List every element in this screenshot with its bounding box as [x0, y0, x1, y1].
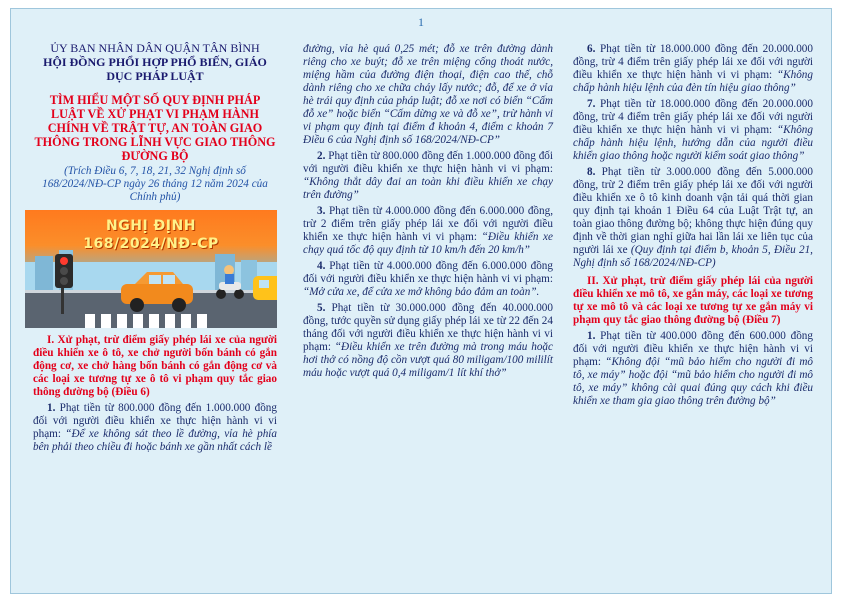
paragraph-1-1 — [33, 402, 277, 454]
item-text: Phạt tiền từ 30.000.000 đồng đến 40.000.000 đồng, tước quyền sử dụng giấy phép lái xe từ 22 đến 24 tháng đối với người điều khiển xe thực hiện hành vi vi phạm: — [303, 302, 553, 353]
item-text: Phạt tiền từ 3.000.000 đồng đến 5.000.000 đồng, trừ 2 điểm trên giấy phép lái xe đối với người điều khiển xe ô tô kinh doanh vận tải quá thời gian quy định tại khoản 1 Điều 64 của Luật Trật tự, an toàn giao thông đường bộ; không thực hiện đúng quy định về thời gian nghỉ giữa hai lần lái xe liên tục của người lái xe — [573, 166, 813, 256]
item-number: 3. — [317, 205, 326, 217]
item-number: 6. — [587, 43, 596, 55]
item-number: 2. — [317, 150, 326, 162]
item-text: Phạt tiền từ 400.000 đồng đến 600.000 đồng đối với người điều khiển xe thực hiện hành vi vi phạm: — [573, 330, 813, 368]
item-number: 8. — [587, 166, 596, 178]
item-text: Phạt tiền từ 18.000.000 đồng đến 20.000.000 đồng, trừ 4 điểm trên giấy phép lái xe đối với người điều khiển xe thực hiện hành vi vi phạm: — [573, 43, 813, 81]
item-text: Phạt tiền từ 18.000.000 đồng đến 20.000.000 đồng, trừ 4 điểm trên giấy phép lái xe đối với người điều khiển xe thực hiện hành vi vi phạm: — [573, 98, 813, 136]
paragraph-1-3 — [303, 205, 553, 257]
column-3 — [573, 43, 813, 408]
item-quote: “Mở cửa xe, để cửa xe mở không bảo đảm an toàn”. — [303, 286, 540, 298]
org-name: ỦY BAN NHÂN DÂN QUẬN TÂN BÌNH — [50, 41, 260, 55]
item-text: Phạt tiền từ 800.000 đồng đến 1.000.000 đồng đối với người điều khiển xe thực hiện hành vi vi phạm: — [303, 150, 553, 175]
item-quote: “Không chấp hành hiệu lệnh của đèn tín hiệu giao thông” — [573, 69, 813, 94]
item-number: 4. — [317, 260, 326, 272]
page-number: 1 — [418, 15, 424, 29]
column-1 — [33, 41, 277, 454]
item-quote: “Không chấp hành hiệu lệnh, hướng dẫn của người điều khiển giao thông hoặc người kiểm soát giao thông” — [573, 124, 813, 162]
item-text: Phạt tiền từ 800.000 đồng đến 1.000.000 đồng đối với người điều khiển xe thực hiện hành vi vi phạm: — [33, 402, 277, 440]
column-2 — [303, 43, 553, 380]
item-quote: “Điều khiển xe chạy quá tốc độ quy định từ 10 km/h đến 20 km/h” — [303, 231, 553, 256]
section-heading-2: II. Xử phạt, trừ điểm giấy phép lái của người điều khiển xe mô tô, xe gắn máy, các loại xe tương tự xe mô tô và các loại xe tương tự xe gắn máy vi phạm quy tắc giao thông đường bộ (Điều 7) — [573, 275, 813, 326]
citation: (Trích Điều 6, 7, 18, 21, 32 Nghị định số 168/2024/NĐ-CP ngày 26 tháng 12 năm 2024 của Chính phủ) — [42, 165, 268, 203]
paragraph-1-4 — [303, 260, 553, 299]
item-number: 1. — [47, 402, 56, 414]
item-quote: (Quy định tại điểm b, khoản 5, Điều 21, Nghị định số 168/2024/NĐ-CP) — [573, 244, 813, 269]
decree-banner-image — [25, 210, 277, 328]
document-page — [10, 8, 832, 594]
section-heading-1: I. Xử phạt, trừ điểm giấy phép lái xe của người điều khiển xe ô tô, xe chở người bốn bánh có gắn động cơ, xe chở hàng bốn bánh có gắn động cơ và các loại xe tương tự xe ô tô vi phạm quy tắc giao thông đường bộ (Điều 6) — [33, 334, 277, 398]
paragraph-1-5 — [303, 302, 553, 380]
item-quote: “Để xe không sát theo lề đường, vỉa hè phía bên phải theo chiều đi hoặc bánh xe gần nhất cách lề — [33, 428, 277, 453]
banner-decree-number: 168/2024/NĐ-CP — [83, 236, 219, 252]
paragraph-1-6 — [573, 43, 813, 95]
banner-title: NGHỊ ĐỊNH — [106, 218, 196, 234]
item-number: 1. — [587, 330, 596, 342]
item-number: 7. — [587, 98, 596, 110]
paragraph-1-1-continued — [303, 43, 553, 147]
document-title: TÌM HIỂU MỘT SỐ QUY ĐỊNH PHÁP LUẬT VỀ XỬ PHẠT VI PHẠM HÀNH CHÍNH VỀ TRẬT TỰ, AN TOÀN GIAO THÔNG TRONG LĨNH VỰC GIAO THÔNG ĐƯỜNG BỘ — [34, 93, 276, 163]
paragraph-1-2 — [303, 150, 553, 202]
item-quote: “Không thắt dây đai an toàn khi điều khiển xe chạy trên đường” — [303, 176, 553, 201]
paragraph-1-8 — [573, 166, 813, 270]
item-text: Phạt tiền từ 4.000.000 đồng đến 6.000.000 đồng, trừ 2 điểm trên giấy phép lái xe đối với người điều khiển xe thực hiện hành vi vi phạm: — [303, 205, 553, 243]
item-text: Phạt tiền từ 4.000.000 đồng đến 6.000.000 đồng đối với người điều khiển xe thực hiện hành vi vi phạm: — [303, 260, 553, 285]
paragraph-2-1 — [573, 330, 813, 408]
paragraph-1-7 — [573, 98, 813, 163]
item-number: 5. — [317, 302, 326, 314]
item-quote: “Không đội “mũ bảo hiểm cho người đi mô tô, xe máy” hoặc đội “mũ bảo hiểm cho người đi mô tô, xe máy” không cài quai đúng quy cách khi điều khiển xe tham gia giao thông trên đường bộ” — [573, 356, 813, 407]
item-quote: “Điều khiển xe trên đường mà trong máu hoặc hơi thở có nồng độ cồn vượt quá 80 miligam/100 mililít máu hoặc vượt quá 0,4 miligam/1 lít khí thở” — [303, 341, 553, 379]
item-quote-continued: đường, vỉa hè quá 0,25 mét; đỗ xe trên đường dành riêng cho xe buýt; đỗ xe trên miệng cống thoát nước, miệng hầm của đường điện thoại, điện cao thế, chỗ dành riêng cho xe chữa cháy lấy nước; đỗ, để xe ở vỉa hè trái quy định của pháp luật; đỗ xe nơi có biển “Cấm đỗ xe” hoặc biển “Cấm dừng xe và đỗ xe”, trừ hành vi vi phạm quy định tại điểm đ khoản 4, điểm c khoản 7 Điều 6 của Nghị định số 168/2024/NĐ-CP” — [303, 43, 553, 146]
council-name: HỘI ĐỒNG PHỔI HỢP PHỔ BIẾN, GIÁO DỤC PHÁP LUẬT — [43, 55, 267, 83]
